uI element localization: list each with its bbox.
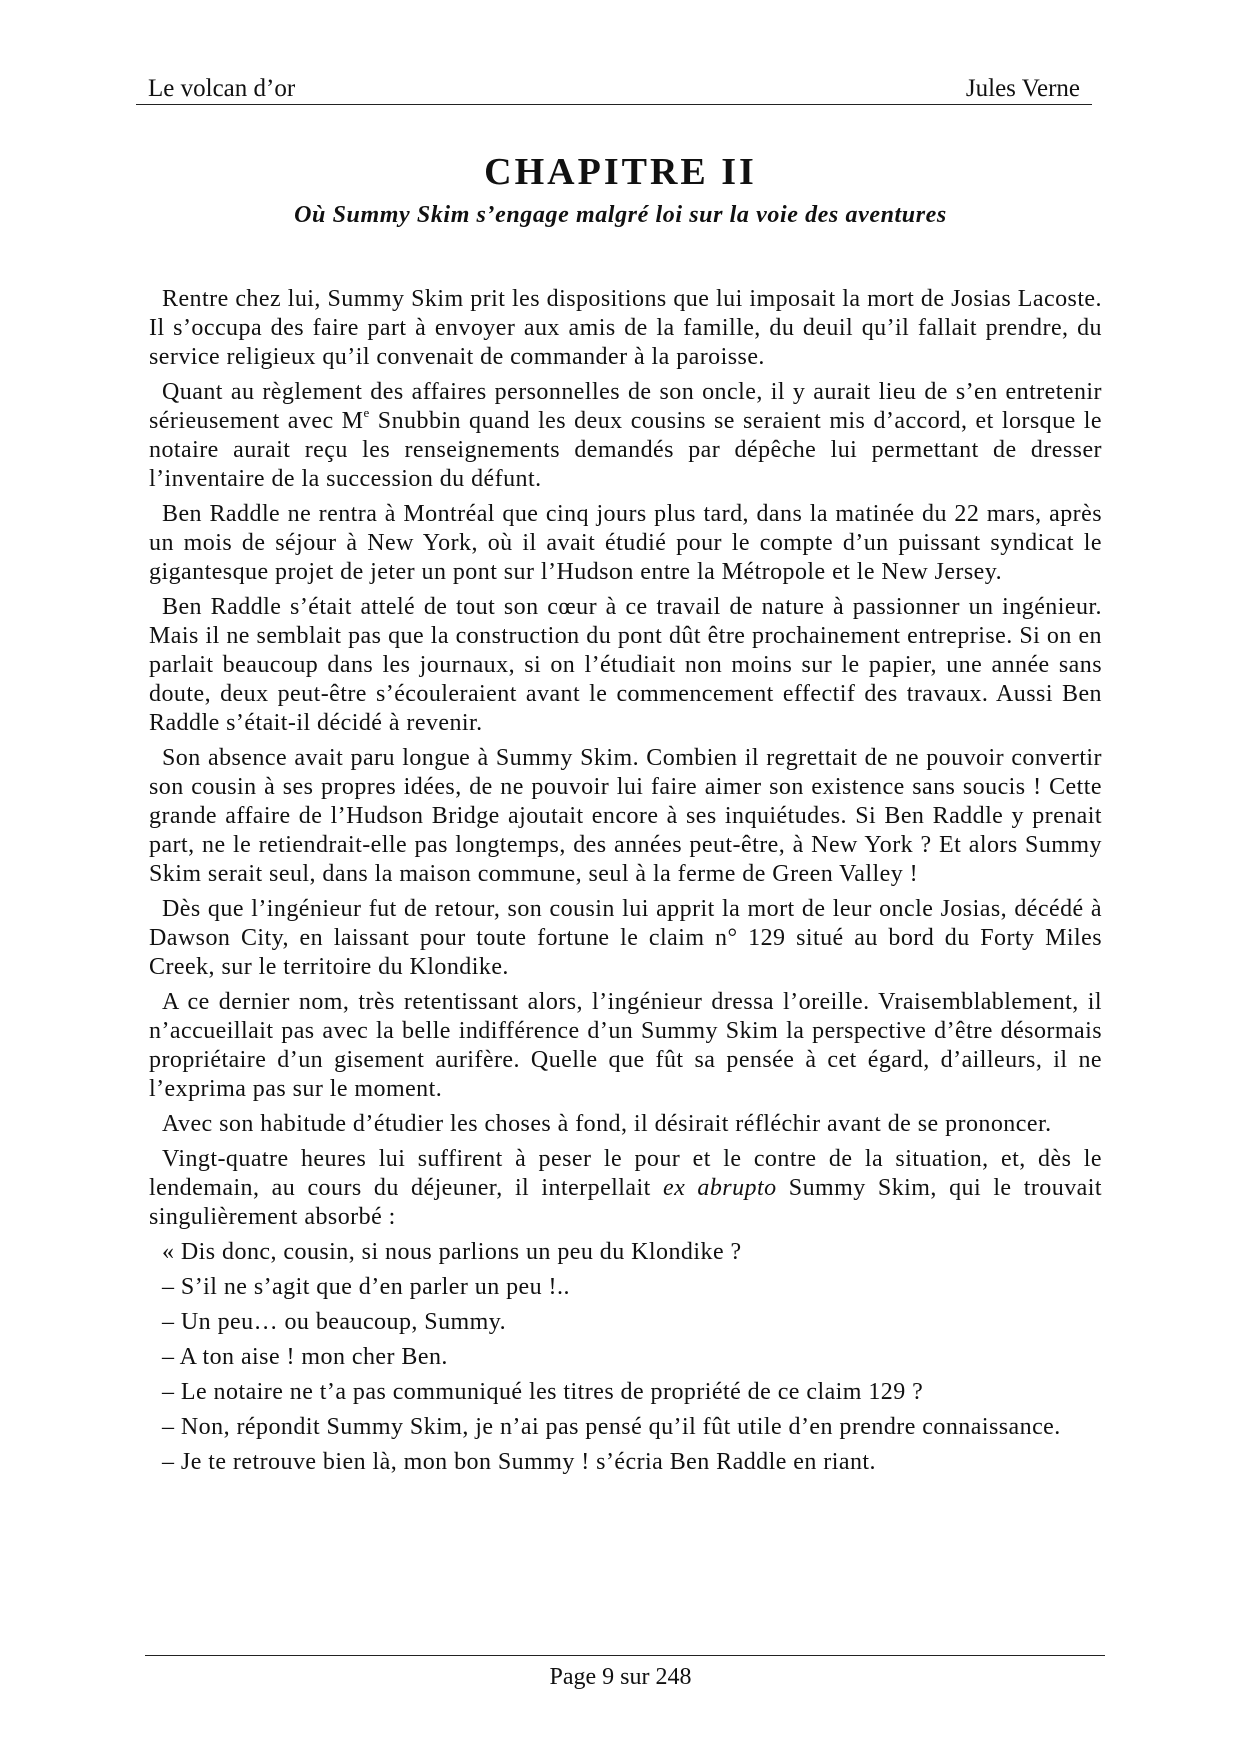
paragraph-text: Vingt-quatre heures lui suffirent à peser le pour et le contre de la situation, et, dès le lendemain, au cours du déjeuner, il interpellait	[149, 1146, 1102, 1201]
dialogue-line: « Dis donc, cousin, si nous parlions un peu du Klondike ?	[162, 1239, 742, 1265]
paragraph-text: Quant au règlement des affaires personnelles de son oncle, il y aurait lieu de s’en entretenir sérieusement avec M	[149, 379, 1102, 434]
paragraph: Rentre chez lui, Summy Skim prit les dispositions que lui imposait la mort de Josias Lacoste. Il s’occupa des faire part à envoyer aux amis de la famille, du deuil qu’il fallait prendre, du service religieux qu’il convenait de commander à la paroisse.	[149, 286, 1102, 370]
paragraph	[149, 1145, 1102, 1232]
paragraph: Ben Raddle s’était attelé de tout son cœur à ce travail de nature à passionner un ingénieur. Mais il ne semblait pas que la construction du pont dût être prochainement entreprise. Si on en parlait beaucoup dans les journaux, si on l’étudiait non moins sur le papier, une année sans doute, deux peut-être s’écouleraient avant le commencement effectif des travaux. Aussi Ben Raddle s’était-il décidé à revenir.	[149, 594, 1102, 736]
header-divider	[136, 104, 1092, 105]
page-number: Page 9 sur 248	[549, 1664, 692, 1690]
dialogue-line: – Je te retrouve bien là, mon bon Summy ! s’écria Ben Raddle en riant.	[162, 1449, 876, 1475]
italic-phrase: ex abrupto	[662, 1175, 777, 1201]
paragraph-text: Snubbin quand les deux cousins se seraient mis d’accord, et lorsque le notaire aurait reçu les renseignements demandés par dépêche lui permettant de dresser l’inventaire de la succession du défunt.	[149, 408, 1102, 492]
dialogue-line: – Un peu… ou beaucoup, Summy.	[162, 1309, 507, 1335]
paragraph: Dès que l’ingénieur fut de retour, son cousin lui apprit la mort de leur oncle Josias, décédé à Dawson City, en laissant pour toute fortune le claim n° 129 situé au bord du Forty Miles Creek, sur le territoire du Klondike.	[149, 896, 1102, 980]
header-author: Jules Verne	[965, 75, 1080, 102]
paragraph: Son absence avait paru longue à Summy Skim. Combien il regrettait de ne pouvoir convertir son cousin à ses propres idées, de ne pouvoir lui faire aimer son existence sans soucis ! Cette grande affaire de l’Hudson Bridge ajoutait encore à ses inquiétudes. Si Ben Raddle y prenait part, ne le retiendrait-elle pas longtemps, des années peut-être, à New York ? Et alors Summy Skim serait seul, dans la maison commune, seul à la ferme de Green Valley !	[149, 745, 1102, 887]
dialogue-line: – A ton aise ! mon cher Ben.	[162, 1344, 448, 1370]
dialogue-line: – S’il ne s’agit que d’en parler un peu !..	[162, 1274, 570, 1300]
chapter-body	[149, 285, 1102, 1483]
chapter-title: CHAPITRE II	[484, 151, 757, 193]
paragraph: A ce dernier nom, très retentissant alors, l’ingénieur dressa l’oreille. Vraisemblablement, il n’accueillait pas avec la belle indifférence d’un Summy Skim la perspective d’être désormais propriétaire d’un gisement aurifère. Quelle que fût sa pensée à cet égard, d’ailleurs, il ne l’exprima pas sur le moment.	[149, 989, 1102, 1102]
dialogue-line: – Non, répondit Summy Skim, je n’ai pas pensé qu’il fût utile d’en prendre connaissance.	[162, 1414, 1061, 1440]
paragraph	[149, 378, 1102, 494]
dialogue-line: – Le notaire ne t’a pas communiqué les titres de propriété de ce claim 129 ?	[162, 1379, 924, 1405]
chapter-subtitle: Où Summy Skim s’engage malgré loi sur la voie des aventures	[294, 202, 947, 228]
superscript: e	[363, 405, 370, 420]
paragraph: Avec son habitude d’étudier les choses à fond, il désirait réfléchir avant de se prononcer.	[162, 1111, 1052, 1137]
paragraph-text: Summy Skim, qui le trouvait singulièrement absorbé :	[149, 1175, 1103, 1230]
header-book-title: Le volcan d’or	[148, 75, 296, 102]
footer-divider	[145, 1655, 1105, 1656]
paragraph: Ben Raddle ne rentra à Montréal que cinq jours plus tard, dans la matinée du 22 mars, après un mois de séjour à New York, où il avait étudié pour le compte d’un puissant syndicat le gigantesque projet de jeter un pont sur l’Hudson entre la Métropole et le New Jersey.	[149, 501, 1102, 585]
